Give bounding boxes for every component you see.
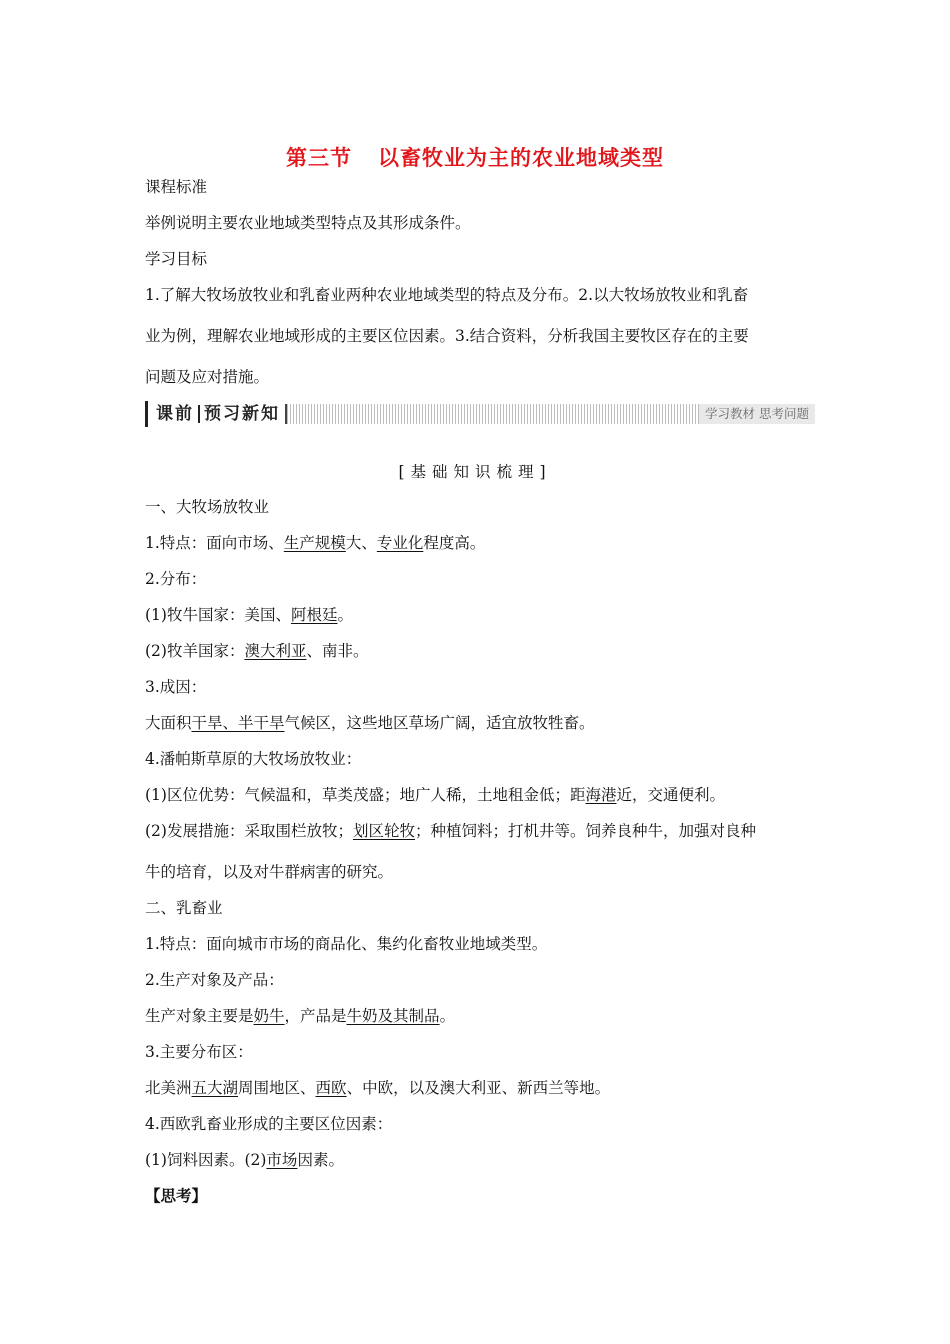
s2-heading: 二、乳畜业 xyxy=(145,899,223,917)
blank-answer: 划区轮牧 xyxy=(352,822,415,840)
blank-answer: 五大湖 xyxy=(191,1079,239,1097)
blank-answer: 市场 xyxy=(266,1151,298,1169)
review-heading: [基础知识梳理] xyxy=(398,463,552,481)
s1-cause: 大面积干旱、半干旱气候区，这些地区草场广阔，适宜放牧牲畜。 xyxy=(145,714,595,732)
s1-cause-heading: 3.成因： xyxy=(145,678,207,696)
s1-dist-heading: 2.分布： xyxy=(145,570,207,588)
banner-hint: 学习教材 思考问题 xyxy=(699,404,815,424)
blank-answer: 澳大利亚 xyxy=(244,642,307,660)
blank-answer: 生产规模 xyxy=(283,534,346,552)
banner-label xyxy=(145,401,280,427)
s2-factor-heading: 4.西欧乳畜业形成的主要区位因素： xyxy=(145,1115,393,1133)
s2-obj-heading: 2.生产对象及产品： xyxy=(145,971,284,989)
banner-word-1: 课前 xyxy=(156,404,194,424)
s1-feature: 1.特点：面向市场、生产规模大、专业化程度高。 xyxy=(145,534,486,552)
standard-text: 举例说明主要农业地域类型特点及其形成条件。 xyxy=(145,214,471,232)
banner-word-2: 预习新知 xyxy=(204,404,280,424)
s1-pampas-heading: 4.潘帕斯草原的大牧场放牧业： xyxy=(145,750,362,768)
title-section: 第三节 xyxy=(286,146,352,170)
blank-answer: 干旱、半干旱 xyxy=(191,714,285,732)
s2-area: 北美洲五大湖周围地区、西欧、中欧，以及澳大利亚、新西兰等地。 xyxy=(145,1079,611,1097)
blank-answer: 阿根廷 xyxy=(290,606,338,624)
blank-answer: 专业化 xyxy=(376,534,424,552)
blank-answer: 奶牛 xyxy=(253,1007,285,1025)
blank-answer: 牛奶及其制品 xyxy=(346,1007,440,1025)
title-name: 以畜牧业为主的农业地域类型 xyxy=(378,146,664,170)
goals-line-3: 问题及应对措施。 xyxy=(145,368,270,386)
blank-answer: 海港 xyxy=(585,786,617,804)
s1-sheep: (2)牧羊国家：澳大利亚、南非。 xyxy=(145,642,369,660)
section-banner xyxy=(145,401,815,427)
s1-heading: 一、大牧场放牧业 xyxy=(145,498,270,516)
s1-advantages: (1)区位优势：气候温和，草类茂盛；地广人稀，土地租金低；距海港近，交通便利。 xyxy=(145,786,725,804)
s2-obj: 生产对象主要是奶牛，产品是牛奶及其制品。 xyxy=(145,1007,456,1025)
s2-area-heading: 3.主要分布区： xyxy=(145,1043,253,1061)
s1-measures: (2)发展措施：采取围栏放牧；划区轮牧；种植饲料；打机井等。饲养良种牛，加强对良种 xyxy=(145,822,756,840)
page-title xyxy=(0,142,950,172)
standard-heading: 课程标准 xyxy=(145,178,208,196)
s1-measures-cont: 牛的培育，以及对牛群病害的研究。 xyxy=(145,863,394,881)
s2-feature: 1.特点：面向城市市场的商品化、集约化畜牧业地域类型。 xyxy=(145,935,548,953)
think-heading: 【思考】 xyxy=(145,1186,208,1205)
blank-answer: 西欧 xyxy=(315,1079,347,1097)
goals-line-1: 1.了解大牧场放牧业和乳畜业两种农业地域类型的特点及分布。2.以大牧场放牧业和乳畜 xyxy=(145,286,749,304)
s1-cattle: (1)牧牛国家：美国、阿根廷。 xyxy=(145,606,353,624)
goals-heading: 学习目标 xyxy=(145,250,208,268)
goals-line-2: 业为例，理解农业地域形成的主要区位因素。3.结合资料，分析我国主要牧区存在的主要 xyxy=(145,327,749,345)
s2-factor: (1)饲料因素。(2)市场因素。 xyxy=(145,1151,344,1169)
